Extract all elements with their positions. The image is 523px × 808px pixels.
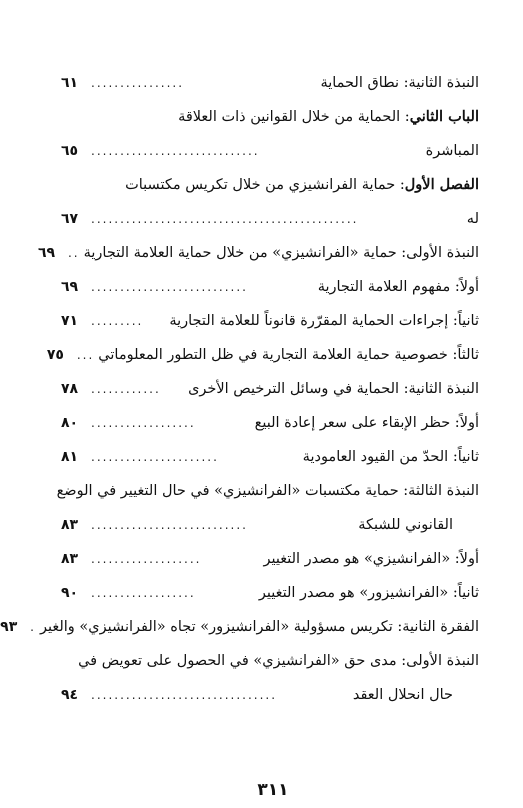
toc-entry-title <box>303 440 479 474</box>
toc-entry <box>61 66 479 100</box>
toc-entry <box>61 168 479 202</box>
toc-page-number: ٦١ <box>61 75 79 91</box>
toc-entry-title <box>255 406 479 440</box>
toc-entry-text: أولاً: حظر الإبقاء على سعر إعادة البيع <box>254 415 479 431</box>
toc-entry-title <box>125 168 479 202</box>
toc-entry <box>37 236 479 270</box>
toc-entry <box>56 474 479 508</box>
toc-entry <box>61 270 479 304</box>
toc-page-number: ٨٠ <box>61 415 79 431</box>
toc-page-number: ٩٣ <box>0 619 18 635</box>
toc-page-number: ٨٣ <box>61 517 79 533</box>
toc-entry-text: أولاً: «الفرانشيزي» هو مصدر التغيير <box>263 551 479 567</box>
toc-page-number: ٩٠ <box>61 585 79 601</box>
toc-leader-dots: .................. <box>91 586 196 600</box>
toc-page-number: ٦٥ <box>61 143 79 159</box>
toc-leader-dots: ................... <box>91 552 202 566</box>
toc-entry <box>61 372 479 406</box>
toc-entry-heading-label: الباب الثاني <box>409 108 479 125</box>
toc-entry-title <box>40 610 479 644</box>
toc-leader-dots: ................ <box>91 76 185 90</box>
toc-entry-title <box>178 100 479 134</box>
toc-leader-dots: .............................................. <box>91 212 359 226</box>
toc-entry-text: : حماية الفرانشيزي من خلال تكريس مكتسبات <box>125 177 405 193</box>
toc-entry-title <box>57 474 479 508</box>
toc-leader-dots: ............................. <box>91 144 260 158</box>
toc-leader-dots: . <box>30 620 36 634</box>
toc-leader-dots: ........................... <box>91 280 248 294</box>
toc-entry-text: : الحماية من خلال القوانين ذات العلاقة <box>178 109 410 125</box>
toc-entry-text: له <box>466 211 479 227</box>
toc-page-number: ٩٤ <box>61 687 79 703</box>
toc-entry-title <box>188 372 479 406</box>
page-number: ٣١١ <box>257 780 289 800</box>
toc-entry <box>46 338 479 372</box>
toc-entry-text: النبذة الأولى: مدى حق «الفرانشيزي» في الحصول على تعويض في <box>78 653 479 669</box>
toc-page-number: ٨١ <box>61 449 79 465</box>
table-of-contents <box>0 66 479 712</box>
toc-page-number: ٧١ <box>61 313 79 329</box>
toc-entry-title <box>78 644 479 678</box>
toc-entry-text: ثالثاً: خصوصية حماية العلامة التجارية في ظل التطور المعلوماتي <box>98 347 479 363</box>
toc-page-number: ٨٣ <box>61 551 79 567</box>
toc-entry-title <box>353 678 453 712</box>
toc-entry-text: ثانياً: الحدّ من القيود العامودية <box>302 449 479 465</box>
toc-entry-text: الفقرة الثانية: تكريس مسؤولية «الفرانشيزور» تجاه «الفرانشيزي» والغير <box>39 619 479 635</box>
toc-entry <box>61 542 479 576</box>
toc-entry-text: أولاً: مفهوم العلامة التجارية <box>317 279 479 295</box>
toc-leader-dots: ............ <box>91 382 161 396</box>
toc-entry-text: النبذة الأولى: حماية «الفرانشيزي» من خلال حماية العلامة التجارية <box>83 245 479 261</box>
toc-entry-text: النبذة الثانية: نطاق الحماية <box>320 75 479 91</box>
toc-entry-title <box>320 66 479 100</box>
toc-entry <box>61 202 479 236</box>
toc-entry-title <box>259 576 479 610</box>
toc-entry <box>0 610 479 644</box>
toc-leader-dots: ................................ <box>91 688 278 702</box>
toc-entry-title <box>318 270 479 304</box>
toc-entry <box>61 576 479 610</box>
toc-page-number: ٧٥ <box>46 347 64 363</box>
toc-entry-title <box>98 338 479 372</box>
toc-entry-title <box>169 304 479 338</box>
toc-page-number: ٦٧ <box>61 211 79 227</box>
toc-leader-dots: ........................... <box>91 518 248 532</box>
toc-leader-dots: ...................... <box>91 450 219 464</box>
toc-entry-text: النبذة الثانية: الحماية في وسائل الترخيص الأخرى <box>188 381 479 397</box>
toc-page-number: ٦٩ <box>61 279 79 295</box>
toc-entry-title <box>467 202 479 236</box>
toc-entry-title <box>426 134 479 168</box>
toc-entry <box>61 304 479 338</box>
toc-entry-title <box>263 542 479 576</box>
toc-leader-dots: ... <box>76 348 95 362</box>
toc-entry-text: حال انحلال العقد <box>352 687 453 703</box>
toc-page-number: ٦٩ <box>37 245 56 261</box>
toc-leader-dots: .................. <box>91 416 196 430</box>
toc-entry <box>61 440 479 474</box>
toc-entry <box>61 406 479 440</box>
toc-entry <box>61 100 479 134</box>
toc-entry-title <box>358 508 453 542</box>
toc-entry <box>61 644 479 678</box>
toc-entry <box>61 678 479 712</box>
toc-entry <box>61 134 479 168</box>
toc-entry <box>61 508 479 542</box>
toc-leader-dots: ......... <box>91 314 144 328</box>
toc-entry-text: ثانياً: إجراءات الحماية المقرّرة قانوناً للعلامة التجارية <box>169 313 479 329</box>
toc-page-number: ٧٨ <box>61 381 79 397</box>
toc-leader-dots: .. <box>67 246 80 260</box>
toc-entry-text: القانوني للشبكة <box>358 517 453 533</box>
toc-entry-text: النبذة الثالثة: حماية مكتسبات «الفرانشيزي» في حال التغيير في الوضع <box>56 483 479 499</box>
toc-entry-heading-label: الفصل الأول <box>404 176 479 193</box>
toc-entry-text: المباشرة <box>425 143 479 159</box>
toc-entry-text: ثانياً: «الفرانشيزور» هو مصدر التغيير <box>258 585 479 601</box>
toc-entry-title <box>84 236 479 270</box>
